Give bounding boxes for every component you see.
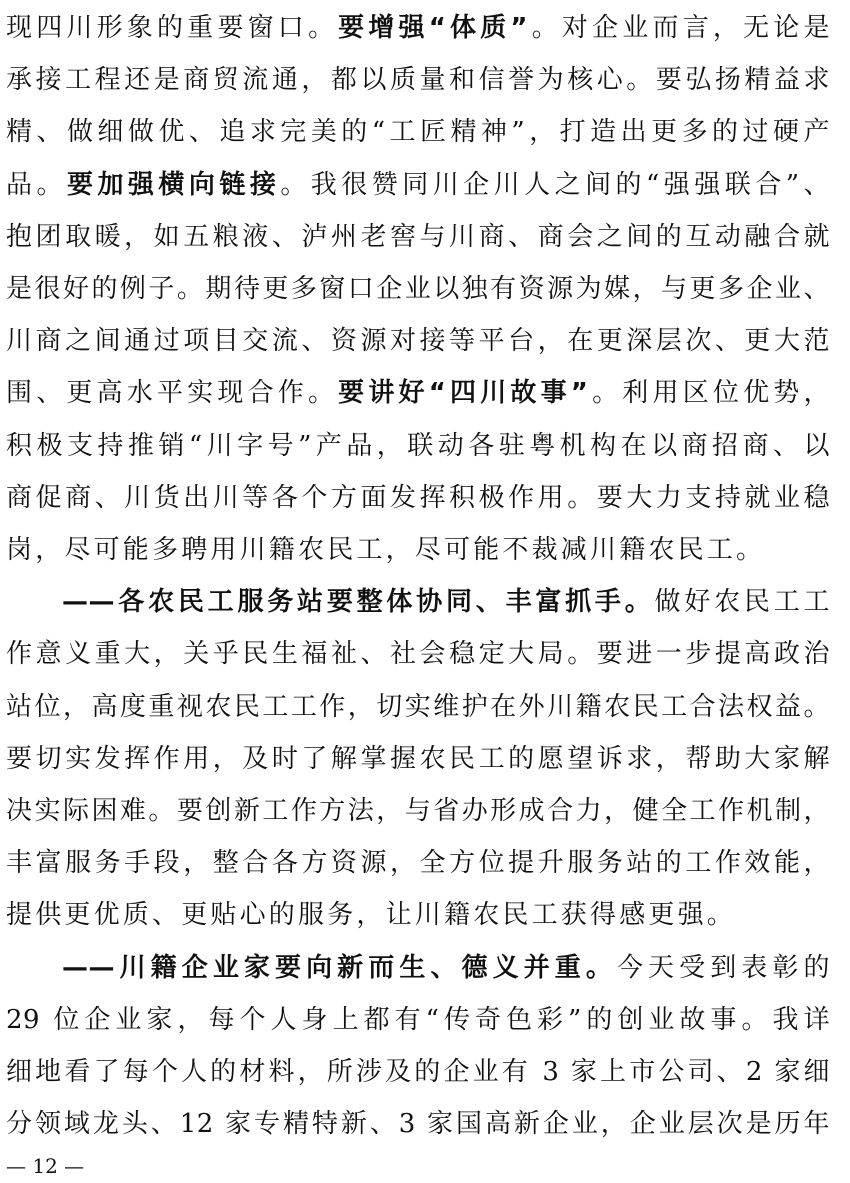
text-line [6,54,830,106]
text-run: 29 位企业家，每个人身上都有“传奇色彩”的创业故事。我详 [6,1004,830,1035]
text-line [6,785,830,837]
text-run: 提供更优质、更贴心的服务，让川籍农民工获得感更强。 [6,900,737,931]
text-line [6,420,830,472]
text-run: 要切实发挥作用，及时了解掌握农民工的愿望诉求，帮助大家解 [6,743,830,774]
bold-text-run: 要讲好“四川故事” [338,378,589,409]
bold-text-run: 要加强横向链接 [66,169,281,200]
text-line [6,628,830,680]
text-line [6,733,830,785]
text-run: 品。 [6,169,67,200]
text-run: 做好农民工工 [654,587,830,618]
text-run: 抱团取暖，如五粮液、泸州老窖与川商、商会之间的互动融合就 [6,221,830,252]
text-line [6,837,830,889]
text-run: 川商之间通过项目交流、资源对接等平台，在更深层次、更大范 [6,326,830,357]
text-line [6,681,830,733]
text-line [6,1098,830,1150]
text-line [62,942,830,994]
text-line [6,472,830,524]
text-run: 积极支持推销“川字号”产品，联动各驻粤机构在以商招商、以 [6,430,830,461]
page-number: — 12 — [6,1154,85,1178]
text-run: 岗，尽可能多聘用川籍农民工，尽可能不裁减川籍农民工。 [6,535,766,565]
text-line [6,524,830,576]
text-run: 丰富服务手段，整合各方资源，全方位提升服务站的工作效能， [6,848,830,879]
text-line [6,2,830,54]
text-run: 分领域龙头、12 家专精特新、3 家国高新企业，企业层次是历年 [6,1109,830,1140]
text-run: 今天受到表彰的 [616,952,830,983]
text-run: 商促商、川货出川等各个方面发挥积极作用。要大力支持就业稳 [6,482,830,513]
text-line [6,263,830,315]
bold-text-run: 要增强“体质” [338,13,529,43]
text-run: 。我很赞同川企川人之间的“强强联合”、 [280,169,830,200]
text-run: 站位，高度重视农民工工作，切实维护在外川籍农民工合法权益。 [6,691,830,722]
text-run: 细地看了每个人的材料，所涉及的企业有 3 家上市公司、2 家细 [6,1057,830,1087]
bold-text-run: ——各农民工服务站要整体协同、丰富抓手。 [62,587,655,618]
text-line [6,315,830,367]
text-run: 。利用区位优势， [588,378,830,409]
text-run: 承接工程还是商贸流通，都以质量和信誉为核心。要弘扬精益求 [6,65,830,96]
bold-text-run: ——川籍企业家要向新而生、德义并重。 [62,952,617,983]
text-line [6,889,830,941]
text-run: 围、更高水平实现合作。 [6,378,339,409]
text-run: 决实际困难。要创新工作方法，与省办形成合力，健全工作机制， [6,796,830,826]
text-run: 作意义重大，关乎民生福祉、社会稳定大局。要进一步提高政治 [6,639,830,670]
text-line [62,576,830,628]
text-line [6,211,830,263]
text-run: 。对企业而言，无论是 [528,13,830,43]
text-run: 现四川形象的重要窗口。 [6,13,339,43]
text-run: 是很好的例子。期待更多窗口企业以独有资源为媒，与更多企业、 [6,274,830,304]
text-line [6,106,830,158]
text-run: 精、做细做优、追求完美的“工匠精神”，打造出更多的过硬产 [6,117,830,148]
text-line [6,1046,830,1098]
text-line [6,994,830,1046]
text-line [6,367,830,419]
text-line [6,159,830,211]
